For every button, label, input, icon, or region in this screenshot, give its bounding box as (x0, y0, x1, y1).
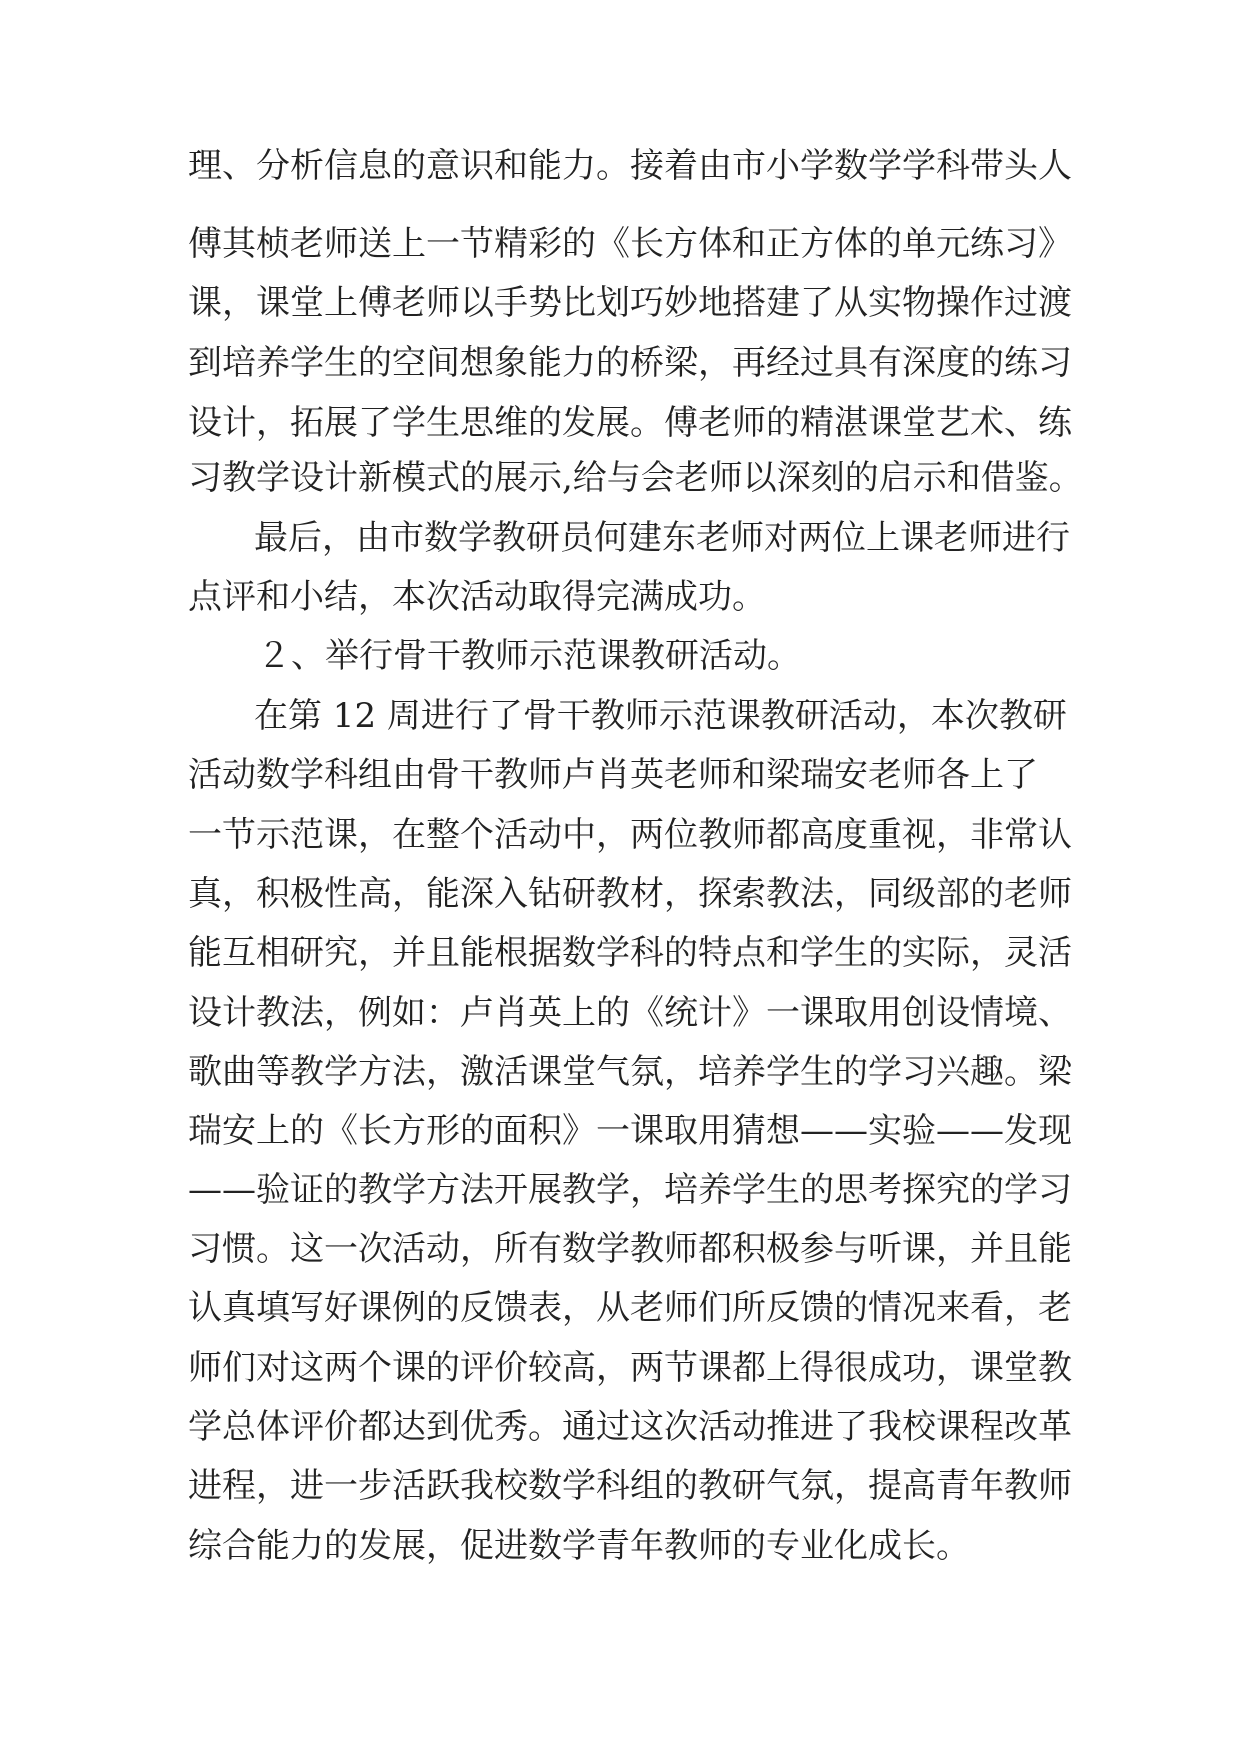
text-line (0, 1160, 1241, 1220)
text-line (0, 1101, 1241, 1161)
line-text: 设计，拓展了学生思维的发展。傅老师的精湛课堂艺术、练 (188, 403, 1072, 443)
text-line (0, 983, 1241, 1043)
line-text: ２、举行骨干教师示范课教研活动。 (257, 636, 801, 676)
text-line (0, 508, 1241, 568)
text-line (0, 923, 1241, 983)
line-text: 习教学设计新模式的展示,给与会老师以深刻的启示和借鉴。 (188, 458, 1083, 498)
line-text: 师们对这两个课的评价较高，两节课都上得很成功，课堂教 (188, 1348, 1072, 1388)
line-text: 最后，由市数学教研员何建东老师对两位上课老师进行 (254, 518, 1070, 558)
text-line (0, 1456, 1241, 1516)
line-text: 瑞安上的《长方形的面积》一课取用猜想——实验——发现 (188, 1111, 1072, 1151)
text-line (0, 333, 1241, 393)
text-line (0, 273, 1241, 333)
text-line (0, 805, 1241, 865)
line-text: 认真填写好课例的反馈表，从老师们所反馈的情况来看，老 (188, 1288, 1072, 1328)
line-text: 学总体评价都达到优秀。通过这次活动推进了我校课程改革 (188, 1407, 1072, 1447)
text-line (0, 1278, 1241, 1338)
text-line (0, 1397, 1241, 1457)
text-line (0, 1219, 1241, 1279)
line-text: 习惯。这一次活动，所有数学教师都积极参与听课，并且能 (188, 1229, 1072, 1269)
line-text: 能互相研究，并且能根据数学科的特点和学生的实际，灵活 (188, 933, 1072, 973)
text-line (0, 567, 1241, 627)
text-line (0, 1042, 1241, 1102)
line-text: ——验证的教学方法开展教学，培养学生的思考探究的学习 (188, 1170, 1072, 1210)
text-line (0, 864, 1241, 924)
line-text: 理、分析信息的意识和能力。接着由市小学数学学科带头人 (188, 146, 1072, 186)
text-line (0, 1516, 1241, 1576)
text-line (0, 136, 1241, 196)
line-text: 在第 12 周进行了骨干教师示范课教研活动，本次教研 (254, 696, 1067, 736)
text-line (0, 393, 1241, 453)
line-text: 到培养学生的空间想象能力的桥梁，再经过具有深度的练习 (188, 343, 1072, 383)
text-line (0, 214, 1241, 274)
line-text: 设计教法，例如：卢肖英上的《统计》一课取用创设情境、 (188, 993, 1072, 1033)
line-text: 点评和小结，本次活动取得完满成功。 (188, 577, 766, 617)
line-text: 傅其桢老师送上一节精彩的《长方体和正方体的单元练习》 (188, 224, 1072, 264)
text-line (0, 745, 1241, 805)
line-text: 活动数学科组由骨干教师卢肖英老师和梁瑞安老师各上了 (188, 755, 1038, 795)
line-text: 一节示范课，在整个活动中，两位教师都高度重视，非常认 (188, 815, 1072, 855)
text-line (0, 686, 1241, 746)
line-text: 真，积极性高，能深入钻研教材，探索教法，同级部的老师 (188, 874, 1072, 914)
text-line (0, 1338, 1241, 1398)
line-text: 课，课堂上傅老师以手势比划巧妙地搭建了从实物操作过渡 (188, 283, 1072, 323)
line-text: 歌曲等教学方法，激活课堂气氛，培养学生的学习兴趣。梁 (188, 1052, 1072, 1092)
line-text: 进程，进一步活跃我校数学科组的教研气氛，提高青年教师 (188, 1466, 1072, 1506)
line-text: 综合能力的发展，促进数学青年教师的专业化成长。 (188, 1526, 970, 1566)
text-line (0, 626, 1241, 686)
text-line (0, 448, 1241, 508)
